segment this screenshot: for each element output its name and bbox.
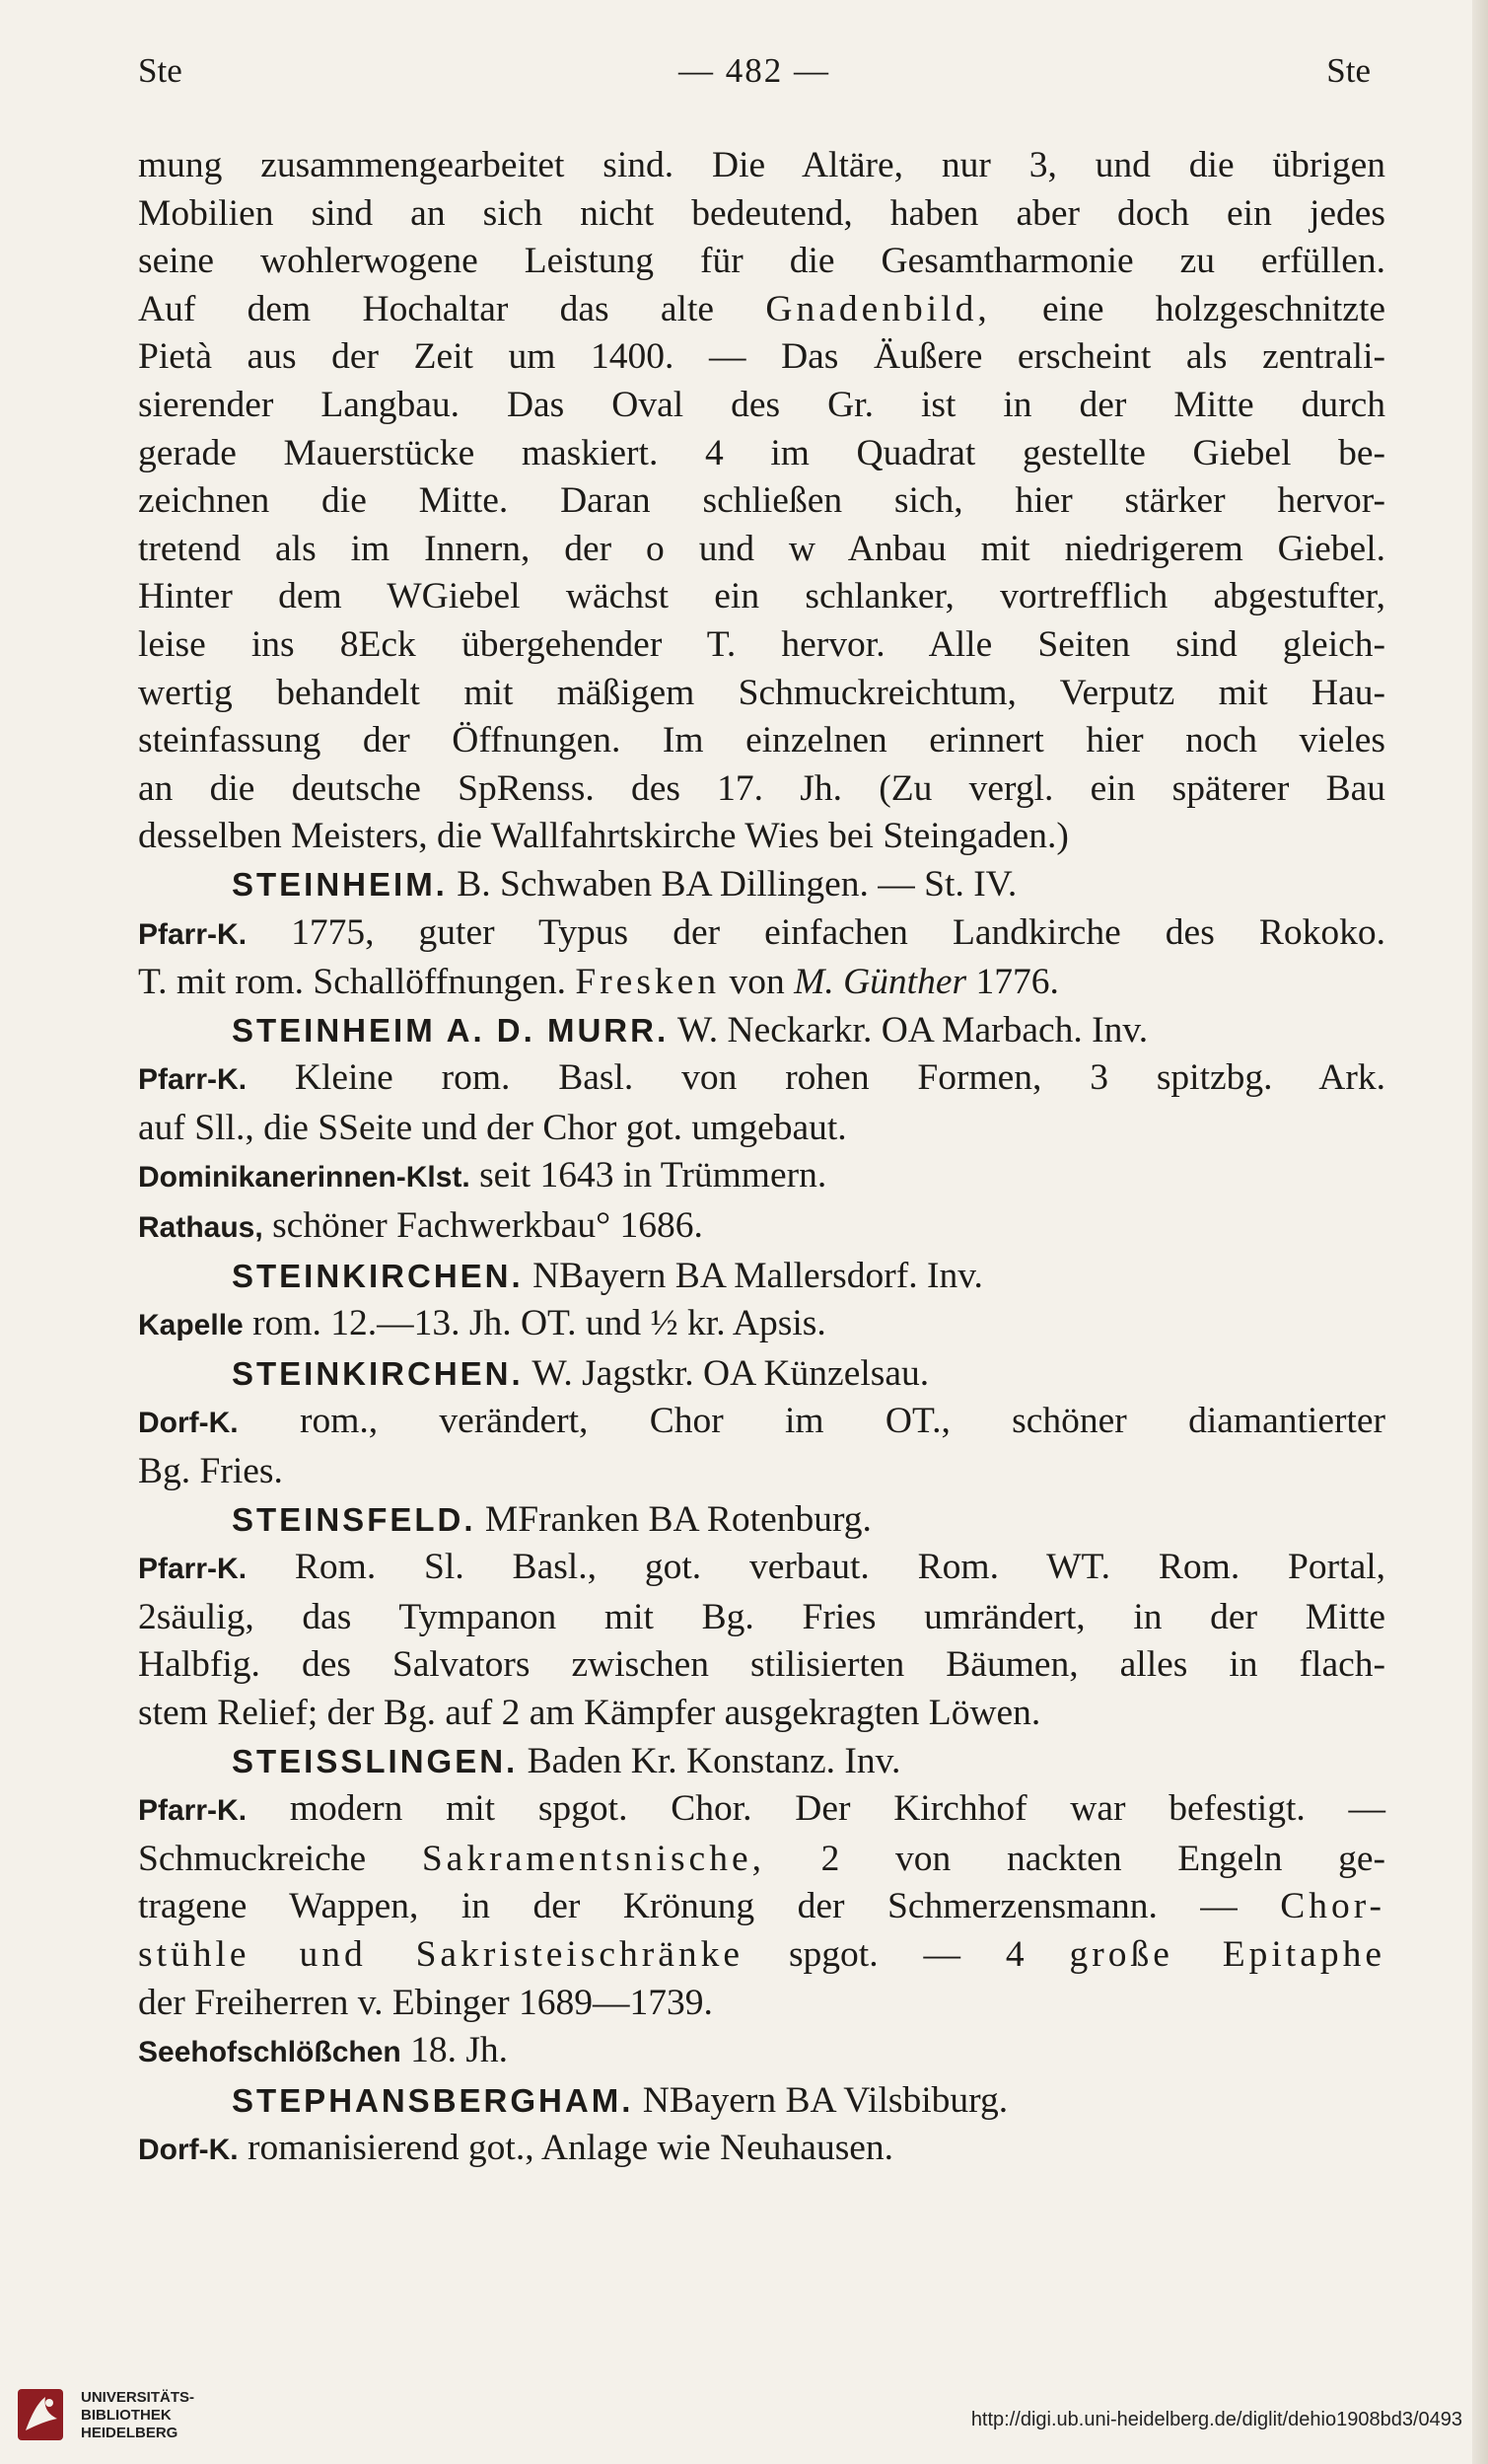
library-name: UNIVERSITÄTS- BIBLIOTHEK HEIDELBERG xyxy=(81,2389,195,2441)
entry-heading: STEINKIRCHEN. W. Jagstkr. OA Künzelsau. xyxy=(232,1352,930,1394)
keyword: Dorf-K. xyxy=(138,1407,239,1440)
emphasis-spaced: Chor- xyxy=(1280,1886,1386,1927)
place-name: STEPHANSBERGHAM. xyxy=(232,2081,634,2119)
text-line: der Freiherren v. Ebinger 1689—1739. xyxy=(138,1982,713,2023)
emphasis-spaced: große Epitaphe xyxy=(1069,1933,1386,1975)
keyword: Pfarr-K. xyxy=(138,1794,248,1828)
text-line: stem Relief; der Bg. auf 2 am Kämpfer ausgekragten Löwen. xyxy=(138,1693,1041,1733)
page-number: — 482 — xyxy=(678,51,830,90)
text-line: Pfarr-K. Rom. Sl. Basl., got. verbaut. Rom. WT. Rom. Portal, xyxy=(138,1547,1386,1588)
text-line: Dorf-K. rom., verändert, Chor im OT., schöner diamantierter xyxy=(138,1401,1385,1442)
text-line: wertig behandelt mit mäßigem Schmuckreichtum, Verputz mit Hau- xyxy=(138,672,1385,713)
text-line: Kapelle rom. 12.—13. Jh. OT. und ½ kr. Apsis. xyxy=(138,1303,826,1344)
emphasis-spaced: Sakramentsnische, xyxy=(421,1838,765,1879)
text-line: tragene Wappen, in der Krönung der Schmerzensmann. — Chor- xyxy=(138,1886,1386,1927)
text-line: Seehofschlößchen 18. Jh. xyxy=(138,2030,509,2071)
text-line: leise ins 8Eck übergehender T. hervor. Alle Seiten sind gleich- xyxy=(138,623,1385,665)
text-line: Bg. Fries. xyxy=(138,1451,283,1492)
running-head-left: Ste xyxy=(138,51,182,90)
text-line: tretend als im Innern, der o und w Anbau mit niedrigerem Giebel. xyxy=(138,528,1385,569)
keyword: Kapelle xyxy=(138,1309,244,1342)
text-line: zeichnen die Mitte. Daran schließen sich, hier stärker hervor- xyxy=(138,480,1385,522)
text-line: stühle und Sakristeischränke spgot. — 4 große Epitaphe xyxy=(138,1933,1386,1975)
page-edge-shadow xyxy=(1472,0,1488,2464)
text-line: Dorf-K. romanisierend got., Anlage wie Neuhausen. xyxy=(138,2128,894,2169)
place-name: STEINSFELD. xyxy=(232,1500,476,1538)
text-line: seine wohlerwogene Leistung für die Gesamtharmonie zu erfüllen. xyxy=(138,241,1385,282)
text-line: Hinter dem WGiebel wächst ein schlanker, vortrefflich abgestufter, xyxy=(138,576,1385,617)
keyword: Rathaus, xyxy=(138,1211,263,1245)
place-name: STEINHEIM A. D. MURR. xyxy=(232,1011,670,1049)
entry-heading: STEINHEIM. B. Schwaben BA Dillingen. — St. IV. xyxy=(232,863,1018,905)
text-line: Pfarr-K. 1775, guter Typus der einfachen Landkirche des Rokoko. xyxy=(138,911,1385,953)
text-line: T. mit rom. Schallöffnungen. Fresken von M. Günther 1776. xyxy=(138,962,1059,1003)
emphasis-spaced: Fresken xyxy=(575,962,721,1003)
text-line: Rathaus, schöner Fachwerkbau° 1686. xyxy=(138,1205,703,1247)
artist-name: M. Günther xyxy=(794,962,967,1003)
text-line: sierender Langbau. Das Oval des Gr. ist in der Mitte durch xyxy=(138,384,1385,425)
entry-heading: STEISSLINGEN. Baden Kr. Konstanz. Inv. xyxy=(232,1740,901,1781)
entry-heading: STEPHANSBERGHAM. NBayern BA Vilsbiburg. xyxy=(232,2079,1009,2121)
place-name: STEISSLINGEN. xyxy=(232,1742,519,1779)
source-url-link[interactable]: http://digi.ub.uni-heidelberg.de/diglit/dehio1908bd3/0493 xyxy=(970,2409,1462,2430)
emphasis-spaced: stühle und Sakristeischränke xyxy=(138,1933,744,1975)
text-line: 2säulig, das Tympanon mit Bg. Fries umrändert, in der Mitte xyxy=(138,1596,1385,1637)
text-line: Pfarr-K. modern mit spgot. Chor. Der Kirchhof war befestigt. — xyxy=(138,1788,1385,1830)
entry-heading: STEINSFELD. MFranken BA Rotenburg. xyxy=(232,1498,872,1540)
library-logo-icon xyxy=(16,2385,67,2444)
emphasis-spaced: Gnadenbild, xyxy=(765,288,991,329)
keyword: Pfarr-K. xyxy=(138,1063,248,1097)
text-line: an die deutsche SpRenss. des 17. Jh. (Zu vergl. ein späterer Bau xyxy=(138,767,1385,809)
text-line: Pietà aus der Zeit um 1400. — Das Äußere erscheint als zentrali- xyxy=(138,336,1385,378)
text-line: steinfassung der Öffnungen. Im einzelnen erinnert hier noch vieles xyxy=(138,720,1385,761)
text-line: Pfarr-K. Kleine rom. Basl. von rohen Formen, 3 spitzbg. Ark. xyxy=(138,1057,1385,1099)
text-line: mung zusammengearbeitet sind. Die Altäre, nur 3, und die übrigen xyxy=(138,145,1385,185)
keyword: Pfarr-K. xyxy=(138,1553,248,1586)
keyword: Dorf-K. xyxy=(138,2134,239,2167)
text-line: Mobilien sind an sich nicht bedeutend, haben aber doch ein jedes xyxy=(138,192,1385,234)
text-line: Auf dem Hochaltar das alte Gnadenbild, eine holzgeschnitzte xyxy=(138,288,1386,329)
keyword: Dominikanerinnen-Klst. xyxy=(138,1161,470,1195)
text-line: Schmuckreiche Sakramentsnische, 2 von nackten Engeln ge- xyxy=(138,1838,1386,1879)
entry-heading: STEINHEIM A. D. MURR. W. Neckarkr. OA Marbach. Inv. xyxy=(232,1009,1149,1051)
running-head-right: Ste xyxy=(1326,51,1371,90)
text-line: Halbfig. des Salvators zwischen stilisierten Bäumen, alles in flach- xyxy=(138,1644,1385,1686)
body-text xyxy=(138,142,1385,2175)
keyword: Pfarr-K. xyxy=(138,917,248,951)
place-name: STEINKIRCHEN. xyxy=(232,1257,524,1294)
place-name: STEINKIRCHEN. xyxy=(232,1354,524,1392)
text-line: gerade Mauerstücke maskiert. 4 im Quadrat gestellte Giebel be- xyxy=(138,432,1385,473)
text-line: auf Sll., die SSeite und der Chor got. umgebaut. xyxy=(138,1107,847,1148)
place-name: STEINHEIM. xyxy=(232,865,448,903)
text-line: desselben Meisters, die Wallfahrtskirche Wies bei Steingaden.) xyxy=(138,816,1069,857)
text-line: Dominikanerinnen-Klst. seit 1643 in Trümmern. xyxy=(138,1155,827,1196)
entry-heading: STEINKIRCHEN. NBayern BA Mallersdorf. Inv. xyxy=(232,1255,983,1296)
keyword: Seehofschlößchen xyxy=(138,2036,401,2069)
library-logo xyxy=(16,2385,272,2454)
running-head xyxy=(138,51,1371,101)
